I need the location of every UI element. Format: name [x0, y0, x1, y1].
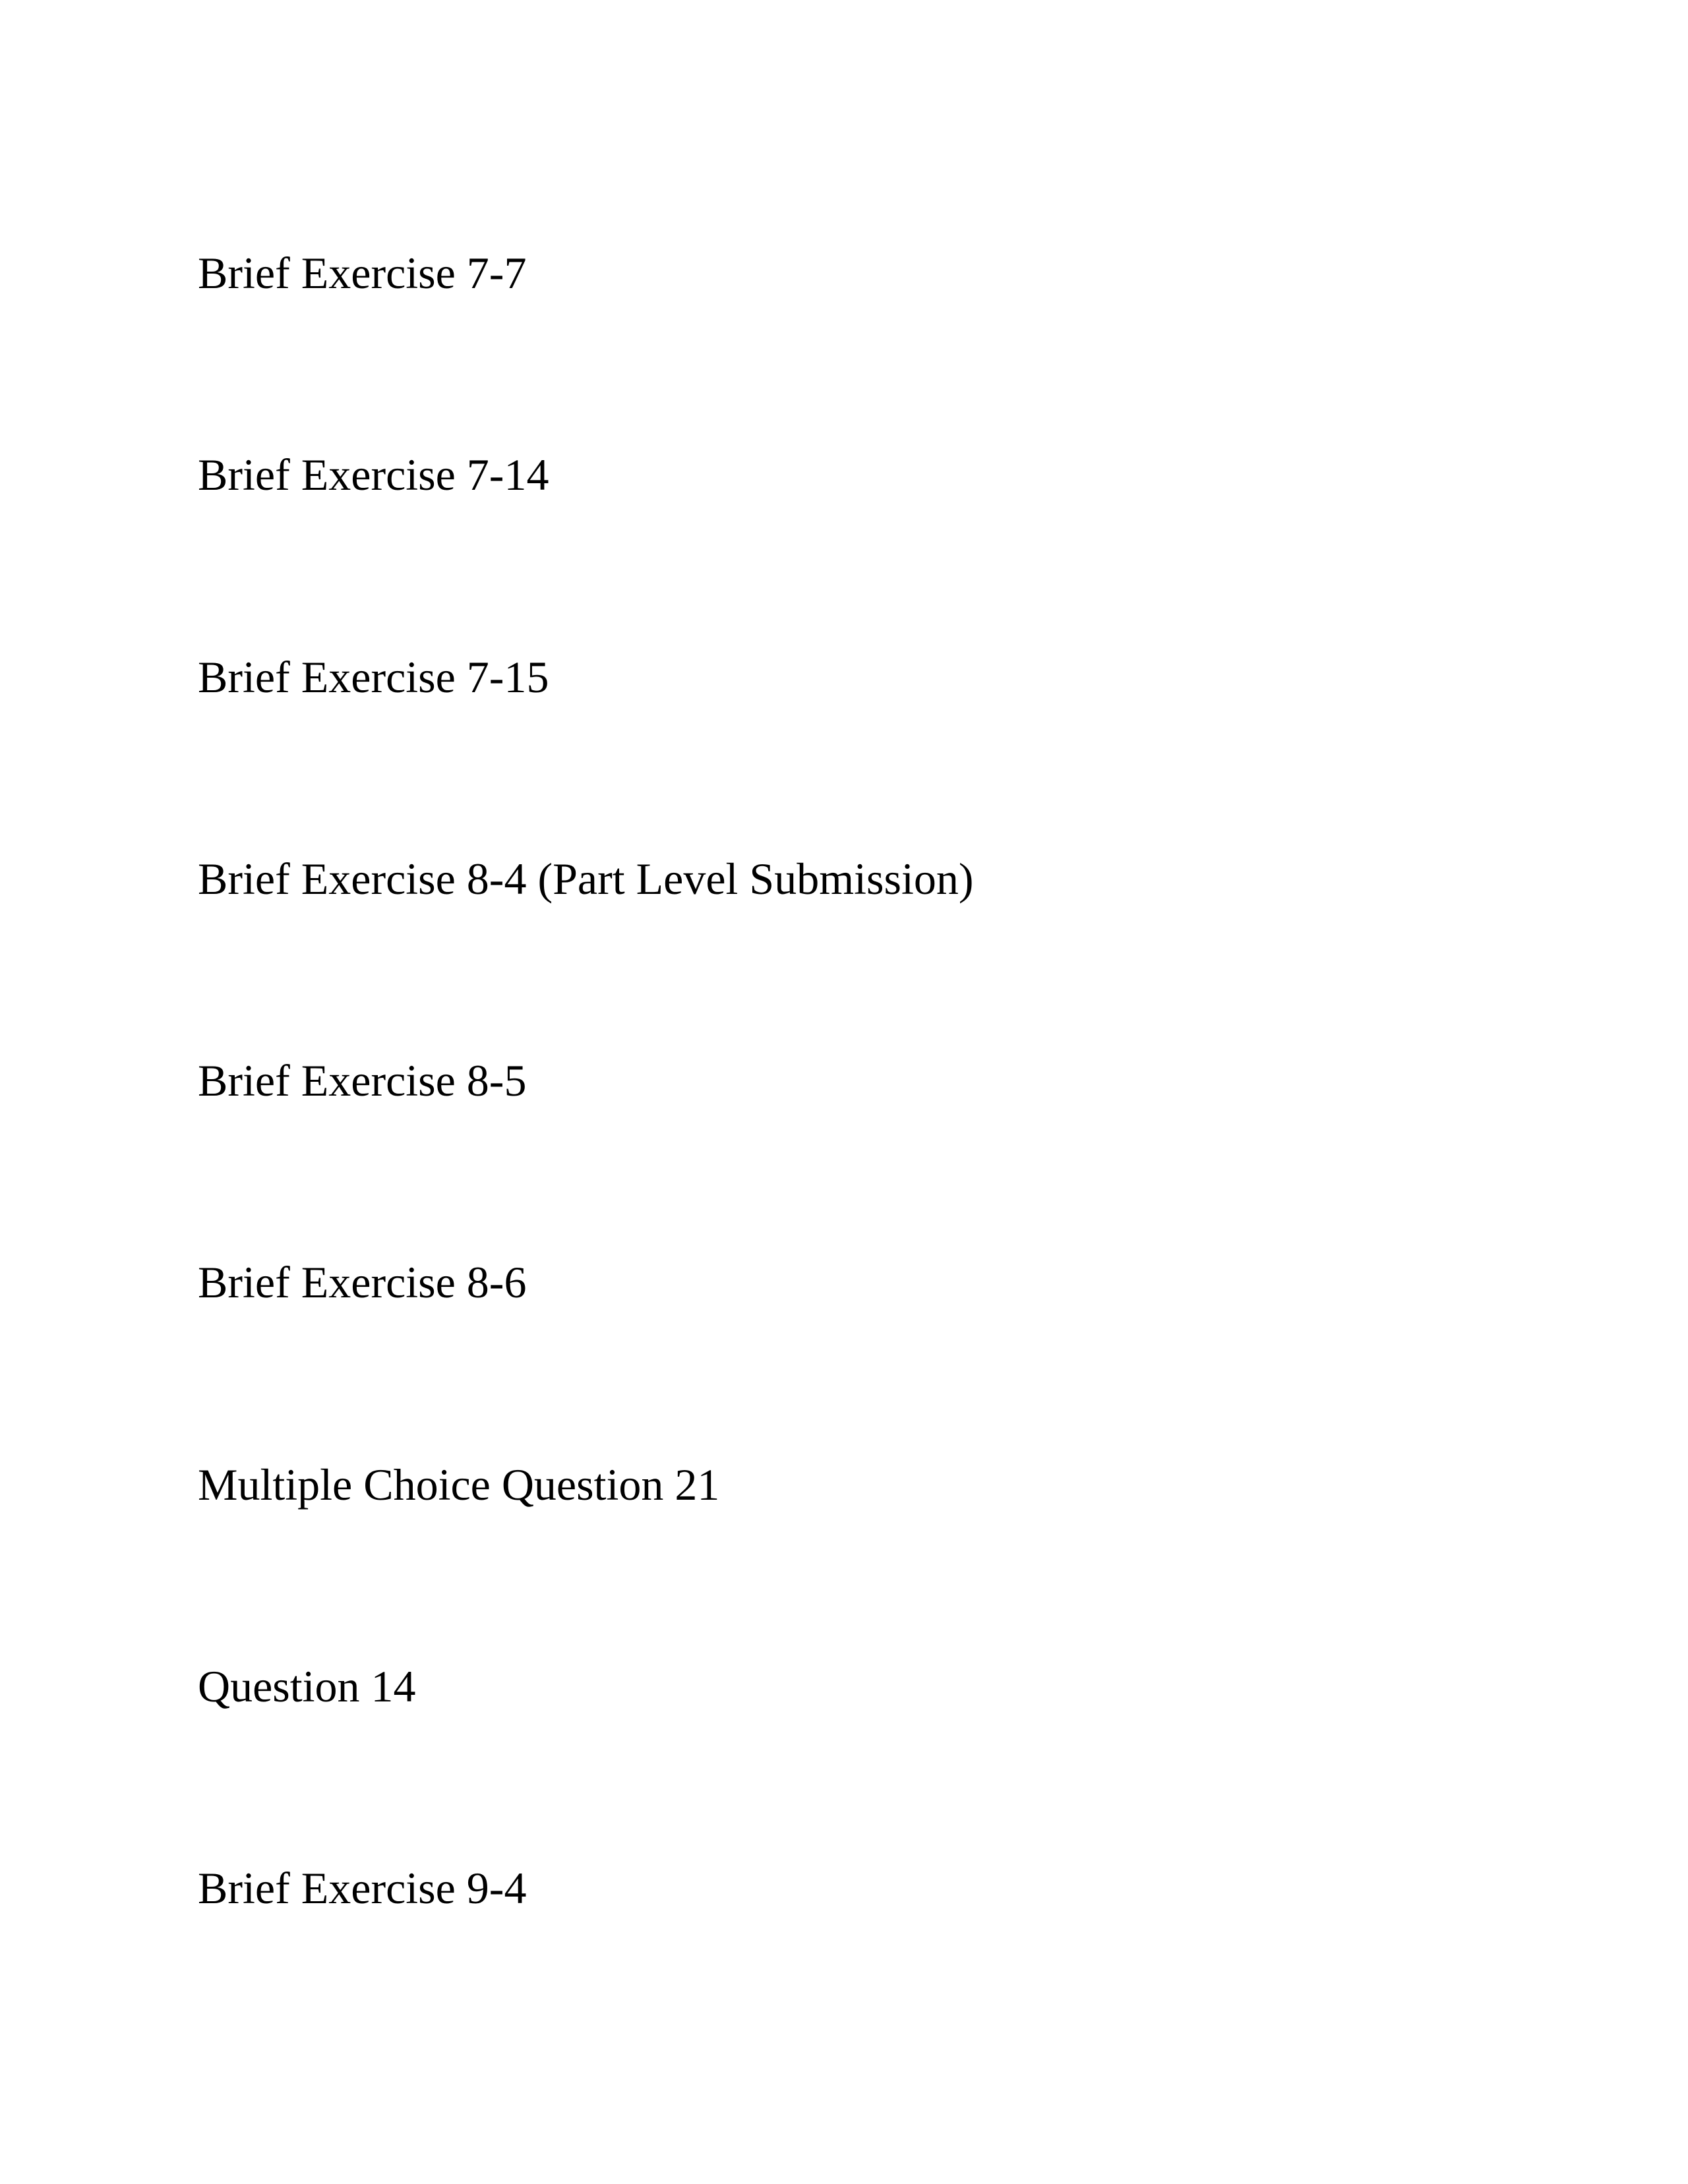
question-title: Question 14 [198, 1661, 416, 1711]
exercise-title: Brief Exercise 8-5 [198, 1055, 527, 1106]
exercise-title: Brief Exercise 9-4 [198, 1863, 527, 1913]
exercise-title: Brief Exercise 8-4 (Part Level Submission) [198, 854, 974, 904]
exercise-title: Brief Exercise 7-14 [198, 450, 549, 500]
exercise-title: Brief Exercise 7-15 [198, 652, 549, 702]
exercise-title: Brief Exercise 7-7 [198, 248, 527, 298]
exercise-title: Brief Exercise 8-6 [198, 1257, 527, 1307]
question-title: Multiple Choice Question 21 [198, 1460, 720, 1510]
